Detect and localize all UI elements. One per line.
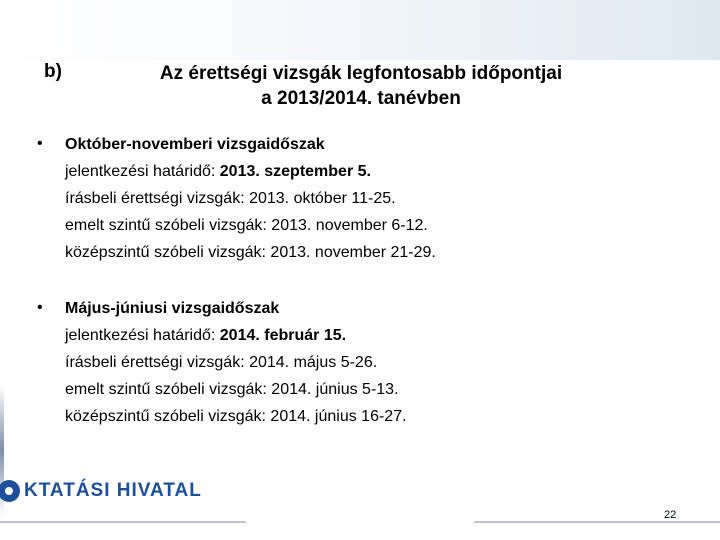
slide-title-line1: Az érettségi vizsgák legfontosabb időpontjai bbox=[159, 63, 563, 84]
exam-date-item: emelt szintű szóbeli vizsgák: 2013. november 6-12. bbox=[65, 217, 428, 234]
footer-rule-left bbox=[0, 521, 246, 523]
registration-deadline bbox=[65, 163, 371, 181]
bullet-icon: • bbox=[37, 299, 43, 316]
exam-date-item: emelt szintű szóbeli vizsgák: 2014. június 5-13. bbox=[65, 381, 399, 398]
deadline-value: 2014. február 15. bbox=[219, 327, 347, 344]
exam-date-item: középszintű szóbeli vizsgák: 2014. június 16-27. bbox=[65, 408, 407, 425]
section-heading: Május-júniusi vizsgaidőszak bbox=[65, 300, 280, 317]
exam-date-item: középszintű szóbeli vizsgák: 2013. november 21-29. bbox=[65, 244, 436, 261]
deadline-label: jelentkezési határidő: bbox=[65, 327, 220, 344]
slide-title bbox=[132, 61, 590, 111]
bullet-icon: • bbox=[37, 135, 43, 152]
oktatasi-hivatal-logo bbox=[0, 478, 202, 504]
header-gradient bbox=[0, 0, 720, 60]
logo-text: KTATÁSI HIVATAL bbox=[24, 480, 202, 501]
slide-label: b) bbox=[44, 61, 62, 82]
exam-date-item: írásbeli érettségi vizsgák: 2014. május 5-26. bbox=[65, 354, 378, 371]
footer-rule-right bbox=[474, 521, 720, 523]
page-number: 22 bbox=[664, 509, 677, 521]
deadline-value: 2013. szeptember 5. bbox=[219, 163, 371, 180]
registration-deadline bbox=[65, 327, 346, 345]
slide-title-line2: a 2013/2014. tanévben bbox=[261, 88, 461, 109]
logo-circle-icon bbox=[0, 478, 22, 504]
deadline-label: jelentkezési határidő: bbox=[65, 163, 220, 180]
exam-date-item: írásbeli érettségi vizsgák: 2013. október 11-25. bbox=[65, 190, 396, 207]
section-heading: Október-novemberi vizsgaidőszak bbox=[65, 136, 325, 153]
